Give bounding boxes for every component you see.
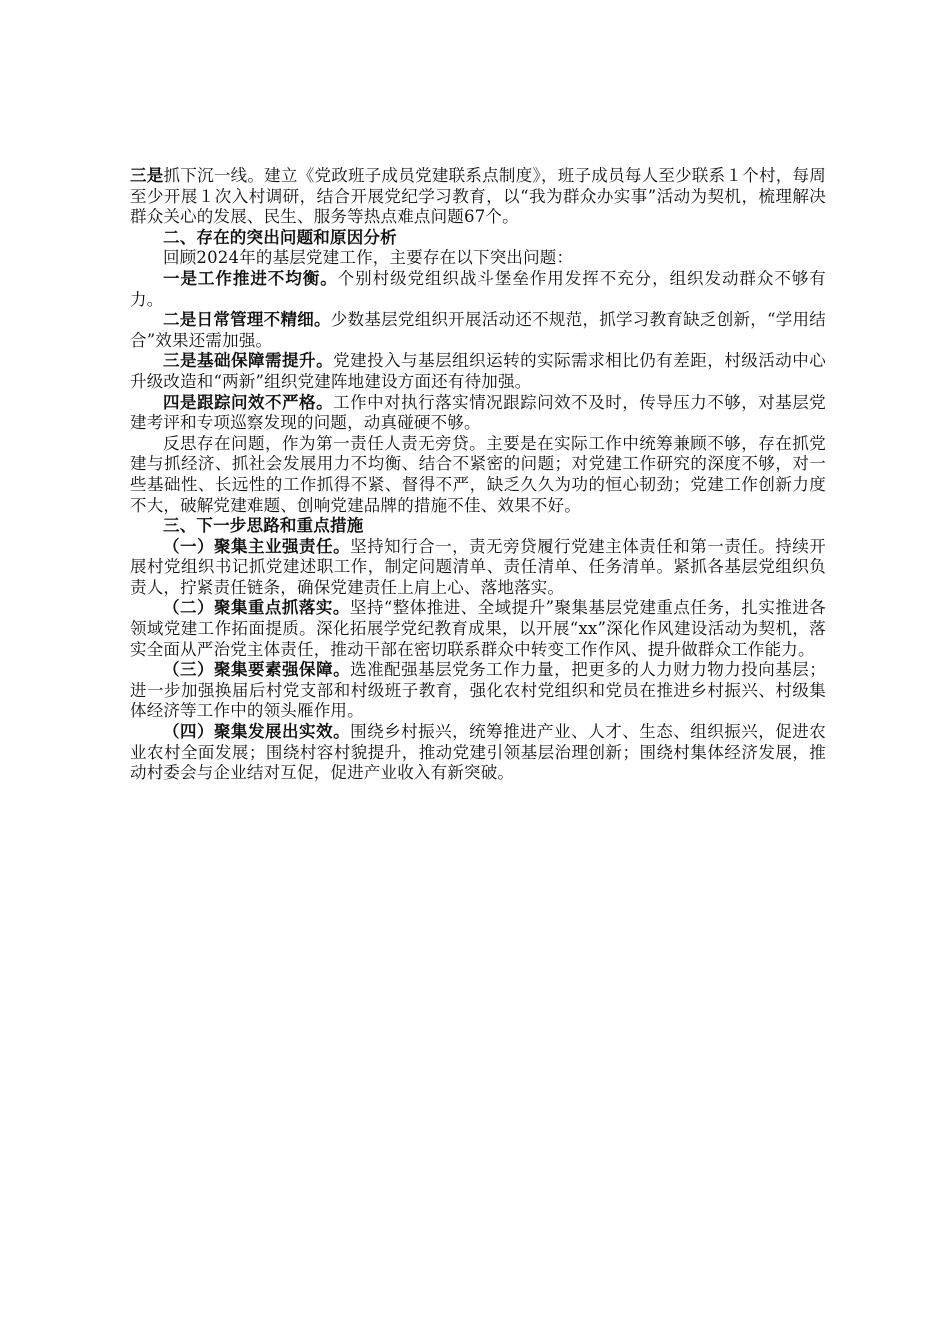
paragraph-lead: （三）聚集要素强保障。 [163, 660, 351, 680]
paragraph-grassroots-visits [130, 166, 826, 228]
paragraph-body: 选准配强基层党务工作力量，把更多的人力财力物力投向基层；进一步加强换届后村党支部和村级班子教育，强化农村党组织和党员在推进乡村振兴、村级集体经济等工作中的领头雁作用。 [130, 660, 826, 721]
paragraph-problem-4 [130, 393, 826, 434]
paragraph-lead: 二是日常管理不精细。 [163, 310, 331, 330]
paragraph-review-intro: 回顾2024年的基层党建工作，主要存在以下突出问题： [163, 248, 574, 268]
paragraph-lead: 三是 [130, 166, 164, 185]
paragraph-measure-2 [130, 598, 826, 660]
paragraph-measure-3 [130, 660, 826, 722]
paragraph-reflection: 反思存在问题，作为第一责任人责无旁贷。主要是在实际工作中统筹兼顾不够，存在抓党建与抓经济、抓社会发展用力不均衡、结合不紧密的问题；对党建工作研究的深度不够，对一些基础性、长远性的工作抓得不紧、督得不严，缺乏久久为功的恒心韧劲；党建工作创新力度不大，破解党建难题、创响党建品牌的措施不佳、效果不好。 [130, 433, 826, 515]
paragraph-body: 个别村级党组织战斗堡垒作用发挥不充分，组织发动群众不够有力。 [130, 268, 827, 309]
paragraph-measure-1 [130, 537, 826, 599]
section-heading-problems: 二、存在的突出问题和原因分析 [163, 227, 397, 247]
paragraph-lead: （四）聚集发展出实效。 [163, 722, 351, 742]
paragraph-problem-3 [130, 351, 826, 392]
paragraph-body: 抓下沉一线。建立《党政班子成员党建联系点制度》，班子成员每人至少联系１个村，每周至少开展１次入村调研，结合开展党纪学习教育，以“我为群众办实事”活动为契机，梳理解决群众关心的发展、民生、服务等热点难点问题67个。 [130, 166, 827, 227]
paragraph-lead: （二）聚集重点抓落实。 [163, 598, 350, 618]
paragraph-body: 党建投入与基层组织运转的实际需求相比仍有差距，村级活动中心升级改造和“两新”组织党建阵地建设方面还有待加强。 [130, 351, 826, 391]
paragraph-lead: 三是基础保障需提升。 [163, 351, 334, 371]
paragraph-problem-2 [130, 310, 826, 351]
paragraph-body: 工作中对执行落实情况跟踪问效不及时，传导压力不够，对基层党建考评和专项巡察发现的问题，动真碰硬不够。 [130, 392, 826, 433]
paragraph-measure-4 [130, 722, 826, 784]
paragraph-body: 少数基层党组织开展活动还不规范，抓学习教育缺乏创新，“学用结合”效果还需加强。 [130, 310, 827, 350]
document-page [130, 166, 826, 784]
paragraph-body: 坚持“整体推进、全域提升”聚集基层党建重点任务，扎实推进各领域党建工作拓面提质。深化拓展学党纪教育成果，以开展“xx”深化作风建设活动为契机，落实全面从严治党主体责任，推动干部在密切联系群众中转变工作作风、提升做群众工作能力。 [130, 598, 827, 659]
paragraph-problem-1 [130, 269, 826, 310]
paragraph-lead: （一）聚集主业强责任。 [163, 536, 351, 556]
paragraph-lead: 一是工作推进不均衡。 [163, 268, 338, 288]
paragraph-body: 围绕乡村振兴，统筹推进产业、人才、生态、组织振兴，促进农业农村全面发展；围绕村容村貌提升，推动党建引领基层治理创新；围绕村集体经济发展，推动村委会与企业结对互促，促进产业收入有新突破。 [130, 722, 826, 783]
section-heading-next-steps: 三、下一步思路和重点措施 [163, 516, 364, 536]
paragraph-lead: 四是跟踪问效不严格。 [163, 392, 334, 412]
paragraph-body: 坚持知行合一，责无旁贷履行党建主体责任和第一责任。持续开展村党组织书记抓党建述职工作，制定问题清单、责任清单、任务清单。紧抓各基层党组织负责人，拧紧责任链条，确保党建责任上肩上心、落地落实。 [130, 536, 826, 597]
